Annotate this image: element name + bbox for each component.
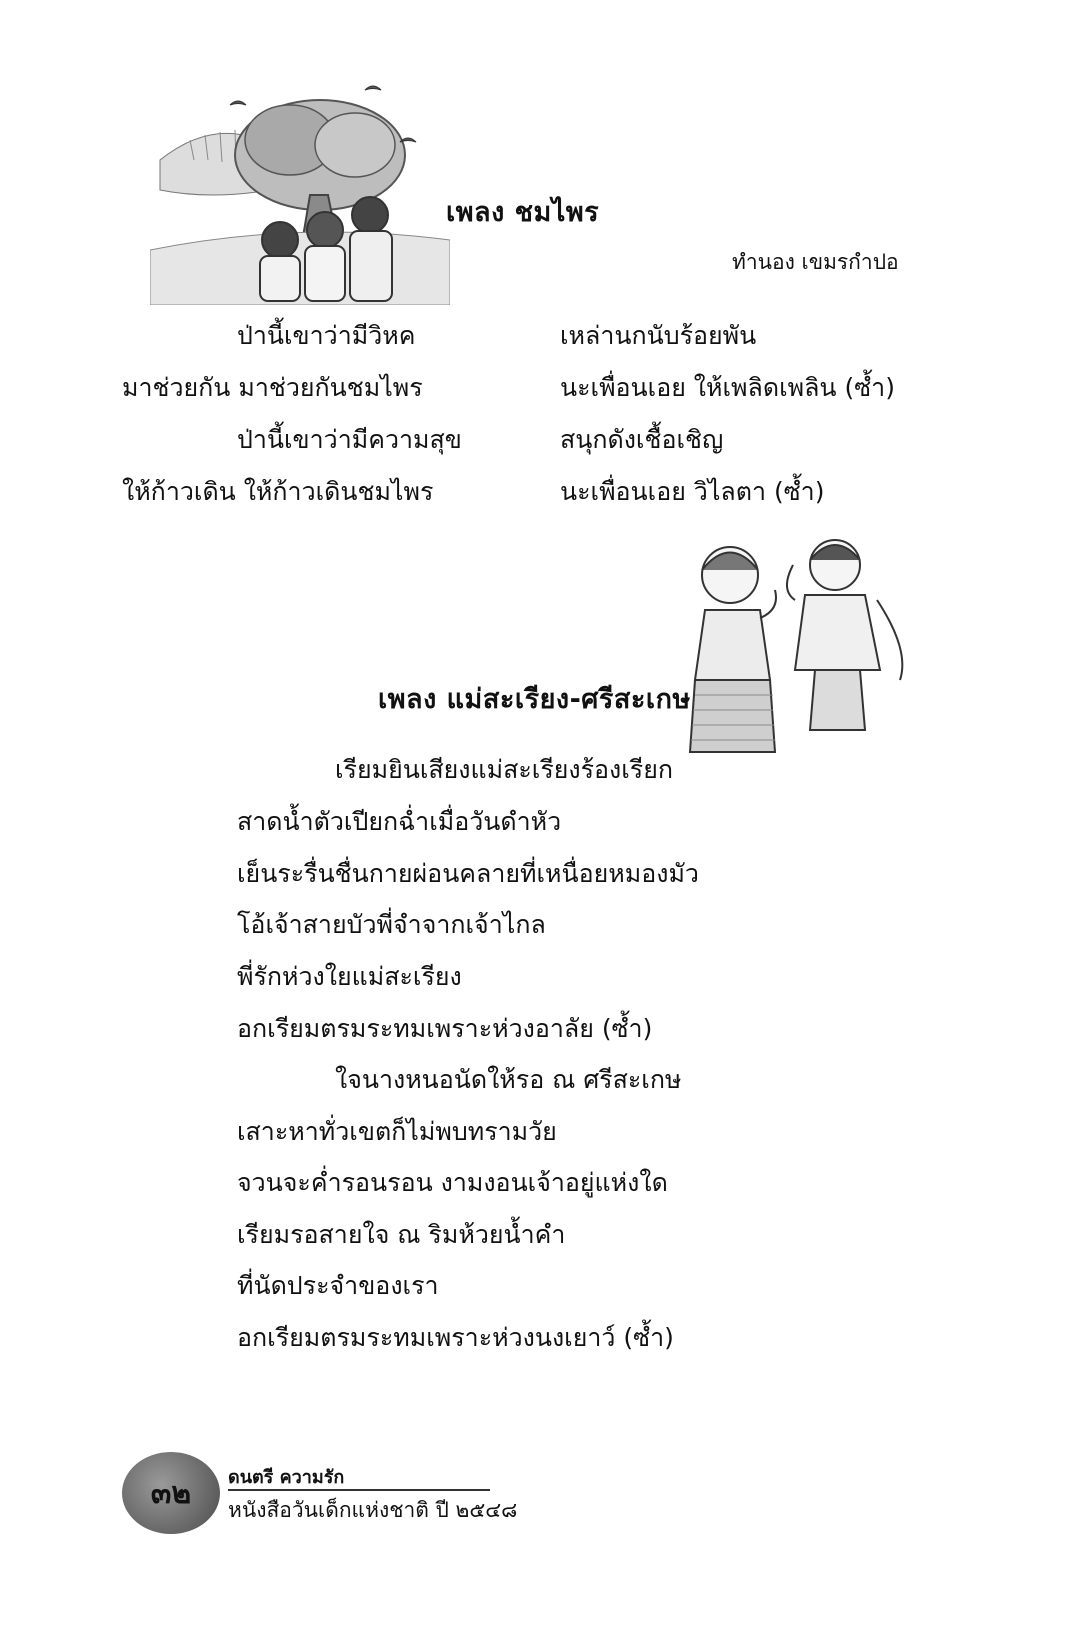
song2-line1: เรียมยินเสียงแม่สะเรียงร้องเรียก (335, 755, 674, 784)
song2-line2: สาดน้ำตัวเปียกฉ่ำเมื่อวันดำหัว (237, 807, 562, 836)
song2-line3: เย็นระรื่นชื่นกายผ่อนคลายที่เหนื่อยหมองมัว (237, 859, 699, 888)
song2-line5: พี่รักห่วงใยแม่สะเรียง (237, 962, 462, 991)
page-number: ๓๒ (150, 1475, 192, 1511)
song2-line9: จวนจะค่ำรอนรอน งามงอนเจ้าอยู่แห่งใด (237, 1168, 668, 1197)
song1-row3-right: สนุกดังเชื้อเชิญ (560, 425, 724, 454)
song2-line8: เสาะหาทั่วเขตก็ไม่พบทรามวัย (237, 1117, 557, 1146)
song2-line4: โอ้เจ้าสายบัวพี่จำจากเจ้าไกล (237, 910, 546, 939)
song1-row2-left: มาช่วยกัน มาช่วยกันชมไพร (122, 373, 423, 402)
song2-line10: เรียมรอสายใจ ณ ริมห้วยน้ำคำ (237, 1220, 566, 1249)
song1-row1-right: เหล่านกนับร้อยพัน (560, 321, 757, 350)
song2-title: เพลง แม่สะเรียง-ศรีสะเกษ (378, 684, 691, 715)
song1-title: เพลง ชมไพร (446, 197, 600, 228)
footer-book-title: ดนตรี ความรัก (228, 1467, 345, 1488)
song1-row2-right: นะเพื่อนเอย ให้เพลิดเพลิน (ซ้ำ) (560, 373, 895, 402)
song1-row4-right: นะเพื่อนเอย วิไลตา (ซ้ำ) (560, 477, 825, 506)
song2-line7: ใจนางหนอนัดให้รอ ณ ศรีสะเกษ (335, 1065, 682, 1094)
footer-subtitle: หนังสือวันเด็กแห่งชาติ ปี ๒๕๔๘ (228, 1498, 518, 1522)
children-tree-illustration (150, 80, 450, 305)
page-number-badge (122, 1452, 220, 1534)
song1-row4-left: ให้ก้าวเดิน ให้ก้าวเดินชมไพร (122, 477, 434, 506)
song2-line6: อกเรียมตรมระทมเพราะห่วงอาลัย (ซ้ำ) (237, 1014, 653, 1043)
song2-line12: อกเรียมตรมระทมเพราะห่วงนงเยาว์ (ซ้ำ) (237, 1323, 674, 1352)
song1-composer: ทำนอง เขมรกำปอ (732, 250, 899, 274)
footer-rule (228, 1489, 490, 1491)
song1-row3-left: ป่านี้เขาว่ามีความสุข (237, 425, 462, 454)
couple-illustration (665, 530, 925, 755)
song2-line11: ที่นัดประจำของเรา (237, 1271, 439, 1300)
song1-row1-left: ป่านี้เขาว่ามีวิหค (237, 321, 416, 350)
